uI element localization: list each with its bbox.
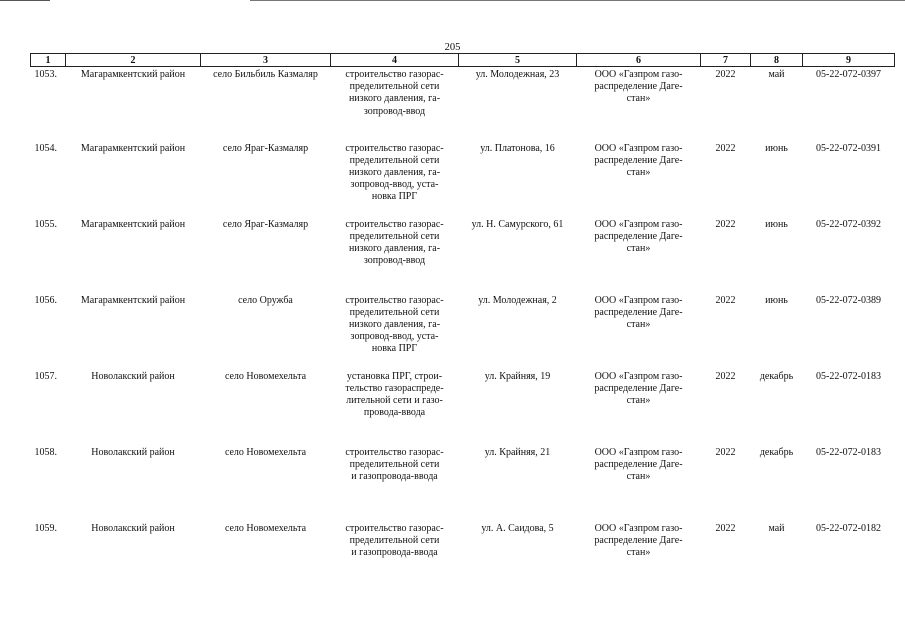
district-cell: Магарамкентский район <box>80 294 186 306</box>
address-cell: ул. Крайняя, 21 <box>484 446 551 458</box>
header-row <box>31 54 895 67</box>
settlement-cell: село Бильбиль Казмаляр <box>213 69 318 80</box>
district-cell: Магарамкентский район <box>80 69 186 80</box>
settlement-cell: село Оружба <box>238 294 293 306</box>
row-number: 1058. <box>34 446 57 458</box>
district-cell: Магарамкентский район <box>80 218 186 230</box>
district-cell: Новолакский район <box>91 370 175 382</box>
table-row <box>31 295 895 371</box>
work-description-cell: строительство газорас- пределительной сети низкого давления, га- зопровод-ввод <box>345 218 444 267</box>
row-number: 1056. <box>34 294 57 306</box>
year-cell: 2022 <box>715 446 736 458</box>
settlement-cell: село Яраг-Казмаляр <box>222 218 309 230</box>
organization-cell: ООО «Газпром газо- распределение Даге- стан» <box>594 69 683 105</box>
district-cell: Новолакский район <box>91 446 175 458</box>
column-header: 8 <box>751 54 803 67</box>
address-cell: ул. Платонова, 16 <box>480 142 555 154</box>
page-number: 205 <box>444 42 461 53</box>
work-description-cell: установка ПРГ, строи- тельство газораспреде- лительной сети и газо- провода-ввода <box>345 370 444 419</box>
address-cell: ул. Молодежная, 23 <box>475 69 560 80</box>
column-header: 3 <box>201 54 331 67</box>
column-header: 4 <box>331 54 459 67</box>
organization-cell: ООО «Газпром газо- распределение Даге- стан» <box>594 218 683 254</box>
year-cell: 2022 <box>715 370 736 382</box>
month-cell: декабрь <box>759 370 794 382</box>
year-cell: 2022 <box>715 218 736 230</box>
settlement-cell: село Новомехельта <box>224 446 307 458</box>
table-row <box>31 523 895 599</box>
table-row <box>31 219 895 295</box>
code-cell: 05-22-072-0397 <box>816 69 881 80</box>
row-number: 1055. <box>34 218 57 230</box>
column-header: 7 <box>701 54 751 67</box>
organization-cell: ООО «Газпром газо- распределение Даге- стан» <box>594 522 683 558</box>
organization-cell: ООО «Газпром газо- распределение Даге- стан» <box>594 142 683 178</box>
table-row <box>31 371 895 447</box>
organization-cell: ООО «Газпром газо- распределение Даге- стан» <box>594 370 683 406</box>
code-cell: 05-22-072-0391 <box>816 142 881 154</box>
code-cell: 05-22-072-0389 <box>816 294 881 306</box>
district-cell: Новолакский район <box>91 522 175 534</box>
work-description-cell: строительство газорас- пределительной сети низкого давления, га- зопровод-ввод, уста- новка ПРГ <box>345 294 444 355</box>
registry-table <box>30 53 895 599</box>
month-cell: июнь <box>765 218 788 230</box>
organization-cell: ООО «Газпром газо- распределение Даге- стан» <box>594 446 683 482</box>
year-cell: 2022 <box>715 142 736 154</box>
settlement-cell: село Яраг-Казмаляр <box>222 142 309 154</box>
column-header: 6 <box>577 54 701 67</box>
column-header: 5 <box>459 54 577 67</box>
column-header: 1 <box>31 54 66 67</box>
address-cell: ул. Молодежная, 2 <box>478 294 557 306</box>
month-cell: июнь <box>765 142 788 154</box>
settlement-cell: село Новомехельта <box>224 370 307 382</box>
work-description-cell: строительство газорас- пределительной сети и газопровода-ввода <box>345 522 444 558</box>
row-number: 1057. <box>34 370 57 382</box>
work-description-cell: строительство газорас- пределительной сети и газопровода-ввода <box>345 446 444 482</box>
table-row <box>31 143 895 219</box>
month-cell: май <box>768 69 785 80</box>
table-row <box>31 67 895 143</box>
month-cell: июнь <box>765 294 788 306</box>
address-cell: ул. Крайняя, 19 <box>484 370 551 382</box>
organization-cell: ООО «Газпром газо- распределение Даге- стан» <box>594 294 683 330</box>
year-cell: 2022 <box>715 522 736 534</box>
row-number: 1059. <box>34 522 57 534</box>
code-cell: 05-22-072-0183 <box>816 370 881 382</box>
month-cell: декабрь <box>759 446 794 458</box>
month-cell: май <box>768 522 785 534</box>
code-cell: 05-22-072-0182 <box>816 522 881 534</box>
district-cell: Магарамкентский район <box>80 142 186 154</box>
address-cell: ул. А. Саидова, 5 <box>481 522 554 534</box>
address-cell: ул. Н. Самурского, 61 <box>471 218 564 230</box>
code-cell: 05-22-072-0392 <box>816 218 881 230</box>
row-number: 1053. <box>34 69 57 80</box>
row-number: 1054. <box>34 142 57 154</box>
column-header: 9 <box>803 54 895 67</box>
scan-edge-line <box>0 0 50 1</box>
year-cell: 2022 <box>715 69 736 80</box>
column-header: 2 <box>66 54 201 67</box>
work-description-cell: строительство газорас- пределительной сети низкого давления, га- зопровод-ввод <box>345 69 444 117</box>
work-description-cell: строительство газорас- пределительной сети низкого давления, га- зопровод-ввод, уста- новка ПРГ <box>345 142 444 203</box>
code-cell: 05-22-072-0183 <box>816 446 881 458</box>
settlement-cell: село Новомехельта <box>224 522 307 534</box>
table-row <box>31 447 895 523</box>
scan-edge-line <box>250 0 905 1</box>
year-cell: 2022 <box>715 294 736 306</box>
